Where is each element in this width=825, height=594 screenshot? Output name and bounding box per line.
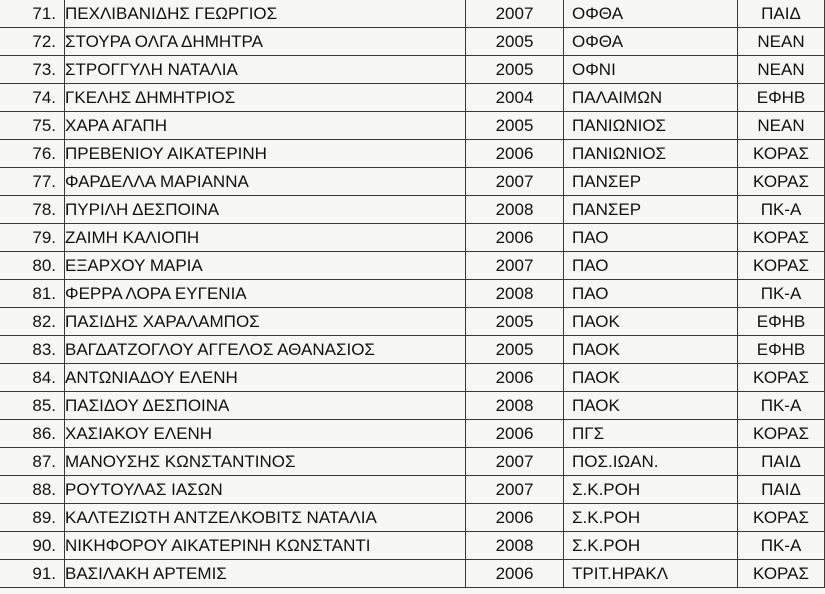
row-number: 88. xyxy=(0,476,65,504)
age-category: ΚΟΡΑΣ xyxy=(738,364,825,392)
athlete-name: ΕΞΑΡΧΟΥ ΜΑΡΙΑ xyxy=(65,252,466,280)
athlete-name: ΒΑΓΔΑΤΖΟΓΛΟΥ ΑΓΓΕΛΟΣ ΑΘΑΝΑΣΙΟΣ xyxy=(65,336,466,364)
table-row xyxy=(0,532,825,560)
birth-year: 2005 xyxy=(466,112,564,140)
birth-year: 2007 xyxy=(466,476,564,504)
athlete-name: ΚΑΛΤΕΖΙΩΤΗ ΑΝΤΖΕΛΚΟΒΙΤΣ ΝΑΤΑΛΙΑ xyxy=(65,504,466,532)
birth-year: 2008 xyxy=(466,280,564,308)
club-name: ΠΑΟΚ xyxy=(564,392,738,420)
birth-year: 2007 xyxy=(466,448,564,476)
age-category: ΠΚ-Α xyxy=(738,196,825,224)
club-name: ΠΑΛΑΙΜΩΝ xyxy=(564,84,738,112)
athlete-name: ΡΟΥΤΟΥΛΑΣ ΙΑΣΩΝ xyxy=(65,476,466,504)
row-number: 72. xyxy=(0,28,65,56)
club-name: ΟΦΘΑ xyxy=(564,28,738,56)
row-number: 91. xyxy=(0,560,65,588)
table-row xyxy=(0,28,825,56)
athlete-name: ΦΑΡΔΕΛΛΑ ΜΑΡΙΑΝΝΑ xyxy=(65,168,466,196)
row-number: 77. xyxy=(0,168,65,196)
row-number: 75. xyxy=(0,112,65,140)
age-category: ΝΕΑΝ xyxy=(738,56,825,84)
table-row xyxy=(0,112,825,140)
club-name: Σ.Κ.ΡΟΗ xyxy=(564,532,738,560)
birth-year: 2005 xyxy=(466,28,564,56)
birth-year: 2004 xyxy=(466,84,564,112)
club-name: ΠΓΣ xyxy=(564,420,738,448)
row-number: 76. xyxy=(0,140,65,168)
athlete-name: ΑΝΤΩΝΙΑΔΟΥ ΕΛΕΝΗ xyxy=(65,364,466,392)
row-number: 71. xyxy=(0,0,65,28)
athlete-name: ΠΑΣΙΔΟΥ ΔΕΣΠΟΙΝΑ xyxy=(65,392,466,420)
birth-year: 2007 xyxy=(466,252,564,280)
table-row xyxy=(0,308,825,336)
athlete-name: ΓΚΕΛΗΣ ΔΗΜΗΤΡΙΟΣ xyxy=(65,84,466,112)
athlete-name: ΖΑΙΜΗ ΚΑΛΙΟΠΗ xyxy=(65,224,466,252)
athlete-name: ΧΑΡΑ ΑΓΑΠΗ xyxy=(65,112,466,140)
table-row xyxy=(0,56,825,84)
row-number: 87. xyxy=(0,448,65,476)
athlete-name: ΠΕΧΛΙΒΑΝΙΔΗΣ ΓΕΩΡΓΙΟΣ xyxy=(65,0,466,28)
age-category: ΚΟΡΑΣ xyxy=(738,168,825,196)
row-number: 73. xyxy=(0,56,65,84)
table-row xyxy=(0,84,825,112)
age-category: ΠΚ-Α xyxy=(738,532,825,560)
athlete-name: ΠΑΣΙΔΗΣ ΧΑΡΑΛΑΜΠΟΣ xyxy=(65,308,466,336)
birth-year: 2006 xyxy=(466,560,564,588)
athlete-name: ΧΑΣΙΑΚΟΥ ΕΛΕΝΗ xyxy=(65,420,466,448)
birth-year: 2007 xyxy=(466,0,564,28)
age-category: ΕΦΗΒ xyxy=(738,308,825,336)
age-category: ΝΕΑΝ xyxy=(738,28,825,56)
table-row xyxy=(0,392,825,420)
birth-year: 2008 xyxy=(466,196,564,224)
club-name: ΠΟΣ.ΙΩΑΝ. xyxy=(564,448,738,476)
row-number: 80. xyxy=(0,252,65,280)
club-name: ΠΑΟ xyxy=(564,280,738,308)
table-row xyxy=(0,224,825,252)
table-row xyxy=(0,476,825,504)
club-name: ΟΦΝΙ xyxy=(564,56,738,84)
age-category: ΝΕΑΝ xyxy=(738,112,825,140)
athlete-name: ΠΥΡΙΛΗ ΔΕΣΠΟΙΝΑ xyxy=(65,196,466,224)
birth-year: 2005 xyxy=(466,336,564,364)
club-name: ΠΑΝΙΩΝΙΟΣ xyxy=(564,112,738,140)
club-name: ΠΑΟ xyxy=(564,224,738,252)
table-row xyxy=(0,364,825,392)
birth-year: 2006 xyxy=(466,224,564,252)
club-name: ΠΑΟΚ xyxy=(564,364,738,392)
table-row xyxy=(0,140,825,168)
club-name: ΠΑΟ xyxy=(564,252,738,280)
athlete-name: ΠΡΕΒΕΝΙΟΥ ΑΙΚΑΤΕΡΙΝΗ xyxy=(65,140,466,168)
age-category: ΠΑΙΔ xyxy=(738,476,825,504)
row-number: 85. xyxy=(0,392,65,420)
athlete-name: ΝΙΚΗΦΟΡΟΥ ΑΙΚΑΤΕΡΙΝΗ ΚΩΝΣΤΑΝΤΙ xyxy=(65,532,466,560)
table-row xyxy=(0,280,825,308)
birth-year: 2005 xyxy=(466,308,564,336)
age-category: ΕΦΗΒ xyxy=(738,84,825,112)
table-row xyxy=(0,336,825,364)
birth-year: 2008 xyxy=(466,532,564,560)
club-name: ΠΑΝΙΩΝΙΟΣ xyxy=(564,140,738,168)
club-name: ΟΦΘΑ xyxy=(564,0,738,28)
row-number: 83. xyxy=(0,336,65,364)
age-category: ΚΟΡΑΣ xyxy=(738,252,825,280)
table-row xyxy=(0,504,825,532)
age-category: ΠΑΙΔ xyxy=(738,0,825,28)
birth-year: 2008 xyxy=(466,392,564,420)
athlete-name: ΣΤΟΥΡΑ ΟΛΓΑ ΔΗΜΗΤΡΑ xyxy=(65,28,466,56)
age-category: ΚΟΡΑΣ xyxy=(738,504,825,532)
row-number: 84. xyxy=(0,364,65,392)
birth-year: 2006 xyxy=(466,364,564,392)
table-row xyxy=(0,252,825,280)
birth-year: 2005 xyxy=(466,56,564,84)
table-row xyxy=(0,196,825,224)
table-row xyxy=(0,420,825,448)
club-name: ΠΑΟΚ xyxy=(564,308,738,336)
row-number: 82. xyxy=(0,308,65,336)
club-name: ΠΑΝΣΕΡ xyxy=(564,168,738,196)
age-category: ΠΚ-Α xyxy=(738,392,825,420)
age-category: ΠΚ-Α xyxy=(738,280,825,308)
table-row xyxy=(0,168,825,196)
birth-year: 2006 xyxy=(466,140,564,168)
row-number: 81. xyxy=(0,280,65,308)
age-category: ΚΟΡΑΣ xyxy=(738,420,825,448)
row-number: 79. xyxy=(0,224,65,252)
club-name: ΤΡΙΤ.ΗΡΑΚΛ xyxy=(564,560,738,588)
club-name: ΠΑΟΚ xyxy=(564,336,738,364)
row-number: 89. xyxy=(0,504,65,532)
club-name: Σ.Κ.ΡΟΗ xyxy=(564,476,738,504)
table-row xyxy=(0,0,825,28)
row-number: 78. xyxy=(0,196,65,224)
birth-year: 2006 xyxy=(466,420,564,448)
athlete-name: ΦΕΡΡΑ ΛΟΡΑ ΕΥΓΕΝΙΑ xyxy=(65,280,466,308)
age-category: ΕΦΗΒ xyxy=(738,336,825,364)
row-number: 90. xyxy=(0,532,65,560)
birth-year: 2006 xyxy=(466,504,564,532)
row-number: 86. xyxy=(0,420,65,448)
athlete-name: ΣΤΡΟΓΓΥΛΗ ΝΑΤΑΛΙΑ xyxy=(65,56,466,84)
athlete-name: ΜΑΝΟΥΣΗΣ ΚΩΝΣΤΑΝΤΙΝΟΣ xyxy=(65,448,466,476)
age-category: ΠΑΙΔ xyxy=(738,448,825,476)
age-category: ΚΟΡΑΣ xyxy=(738,140,825,168)
table-row xyxy=(0,448,825,476)
row-number: 74. xyxy=(0,84,65,112)
club-name: ΠΑΝΣΕΡ xyxy=(564,196,738,224)
athlete-name: ΒΑΣΙΛΑΚΗ ΑΡΤΕΜΙΣ xyxy=(65,560,466,588)
age-category: ΚΟΡΑΣ xyxy=(738,224,825,252)
club-name: Σ.Κ.ΡΟΗ xyxy=(564,504,738,532)
table-row xyxy=(0,560,825,588)
birth-year: 2007 xyxy=(466,168,564,196)
age-category: ΚΟΡΑΣ xyxy=(738,560,825,588)
